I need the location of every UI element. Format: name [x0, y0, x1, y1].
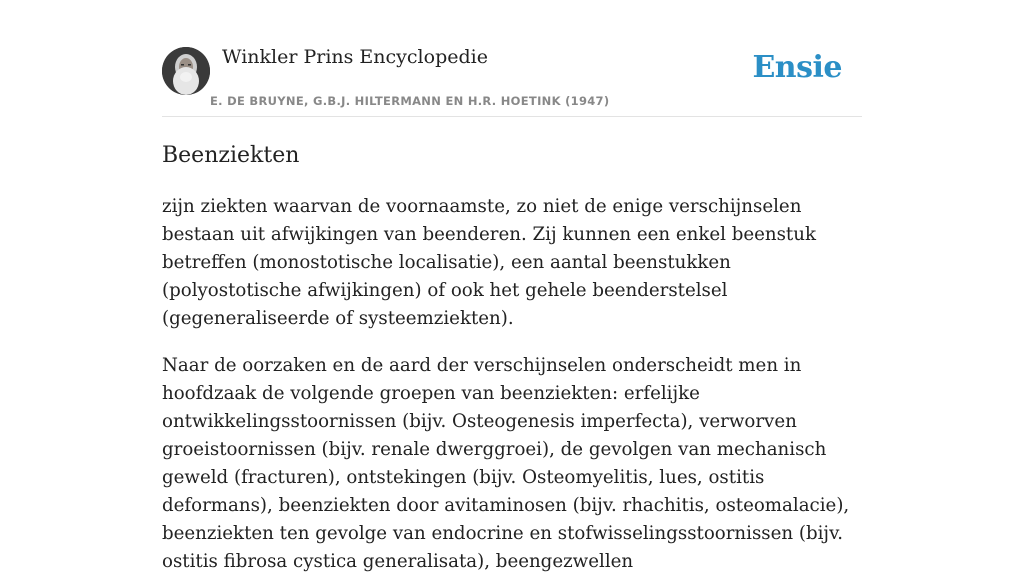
header	[162, 0, 862, 117]
page	[162, 0, 862, 576]
paragraph: zijn ziekten waarvan de voornaamste, zo niet de enige verschijnselen bestaan uit afwijkingen van beenderen. Zij kunnen een enkel beenstuk betreffen (monostotische localisatie), een aantal beenstukken (polyostotische afwijkingen) of ook het gehele beenderstelsel (gegeneraliseerde of systeemziekten).	[162, 196, 816, 330]
site-title[interactable]: Winkler Prins Encyclopedie	[222, 46, 488, 68]
authors-line: E. DE BRUYNE, G.B.J. HILTERMANN EN H.R. HOETINK (1947)	[210, 94, 610, 108]
ensie-logo[interactable]: Ensie	[752, 50, 842, 85]
paragraph: Naar de oorzaken en de aard der verschijnselen onderscheidt men in hoofdzaak de volgende groepen van beenziekten: erfelijke ontwikkelingsstoornissen (bijv. Osteogenesis imperfecta), verworven groeistoornissen (bijv. renale dwerggroei), de gevolgen van mechanisch geweld (fracturen), ontstekingen (bijv. Osteomyelitis, lues, ostitis deformans), beenziekten door avitaminosen (bijv. rhachitis, osteomalacie), beenziekten ten gevolge van endocrine en stofwisselingsstoornissen (bijv. ostitis fibrosa cystica generalisata), beengezwellen	[162, 355, 850, 573]
avatar[interactable]	[162, 47, 210, 95]
portrait-icon	[162, 47, 210, 95]
article-title: Beenziekten	[162, 143, 300, 168]
